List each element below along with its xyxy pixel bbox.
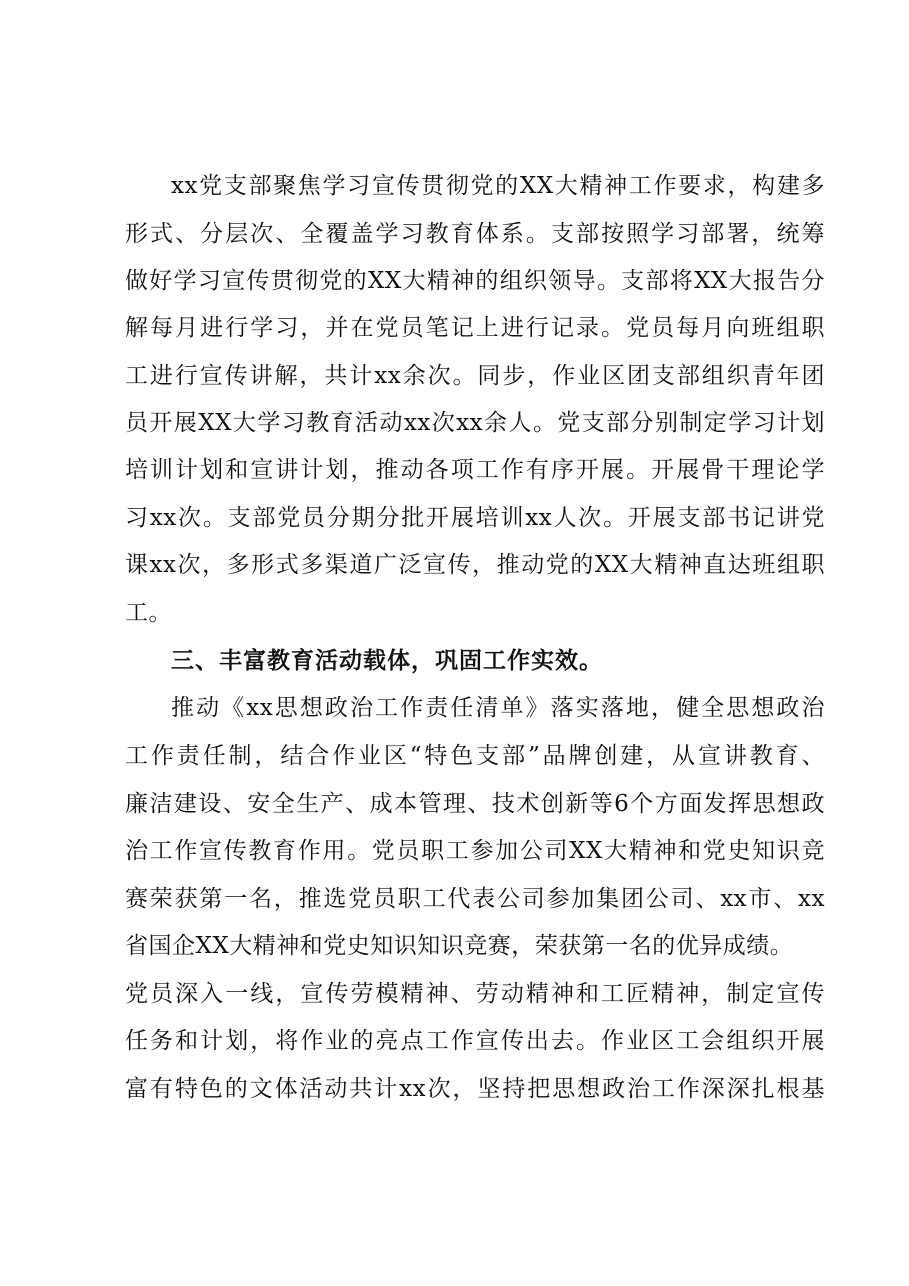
paragraph-2-line-5: 赛荣获第一名，推选党员职工代表公司参加集团公司、xx市、xx (125, 886, 825, 912)
paragraph-2-line-6: 省国企XX大精神和党史知识知识竞赛，荣获第一名的优异成绩。 (125, 933, 794, 959)
paragraph-1-line-7: 培训计划和宣讲计划，推动各项工作有序开展。开展骨干理论学 (125, 457, 825, 483)
paragraph-1-line-5: 工进行宣传讲解，共计xx余次。同步，作业区团支部组织青年团 (125, 363, 825, 389)
section-3-heading: 三、丰富教育活动载体，巩固工作实效。 (171, 648, 603, 674)
paragraph-2-line-9: 富有特色的文体活动共计xx次，坚持把思想政治工作深深扎根基 (125, 1076, 825, 1102)
paragraph-1-line-6: 员开展XX大学习教育活动xx次xx余人。党支部分别制定学习计划 (125, 410, 825, 436)
paragraph-2-line-8: 任务和计划，将作业的亮点工作宣传出去。作业区工会组织开展 (125, 1028, 825, 1054)
paragraph-1-line-1: xx党支部聚焦学习宣传贯彻党的XX大精神工作要求，构建多 (171, 173, 825, 199)
paragraph-1-line-2: 形式、分层次、全覆盖学习教育体系。支部按照学习部署，统筹 (125, 221, 825, 247)
paragraph-2-line-4: 治工作宣传教育作用。党员职工参加公司XX大精神和党史知识竞 (125, 838, 825, 864)
paragraph-1-line-4: 解每月进行学习，并在党员笔记上进行记录。党员每月向班组职 (125, 315, 825, 341)
paragraph-2-line-3: 廉洁建设、安全生产、成本管理、技术创新等6个方面发挥思想政 (125, 791, 825, 817)
paragraph-1-line-3: 做好学习宣传贯彻党的XX大精神的组织领导。支部将XX大报告分 (125, 268, 825, 294)
paragraph-2-line-7: 党员深入一线，宣传劳模精神、劳动精神和工匠精神，制定宣传 (125, 981, 825, 1007)
paragraph-2-line-2: 工作责任制，结合作业区“特色支部”品牌创建，从宣讲教育、 (125, 743, 825, 769)
paragraph-2-line-1: 推动《xx思想政治工作责任清单》落实落地，健全思想政治 (171, 695, 825, 721)
paragraph-1-line-8: 习xx次。支部党员分期分批开展培训xx人次。开展支部书记讲党 (125, 505, 825, 531)
paragraph-1-line-9: 课xx次，多形式多渠道广泛宣传，推动党的XX大精神直达班组职 (125, 552, 825, 578)
paragraph-1-line-10: 工。 (125, 600, 172, 626)
